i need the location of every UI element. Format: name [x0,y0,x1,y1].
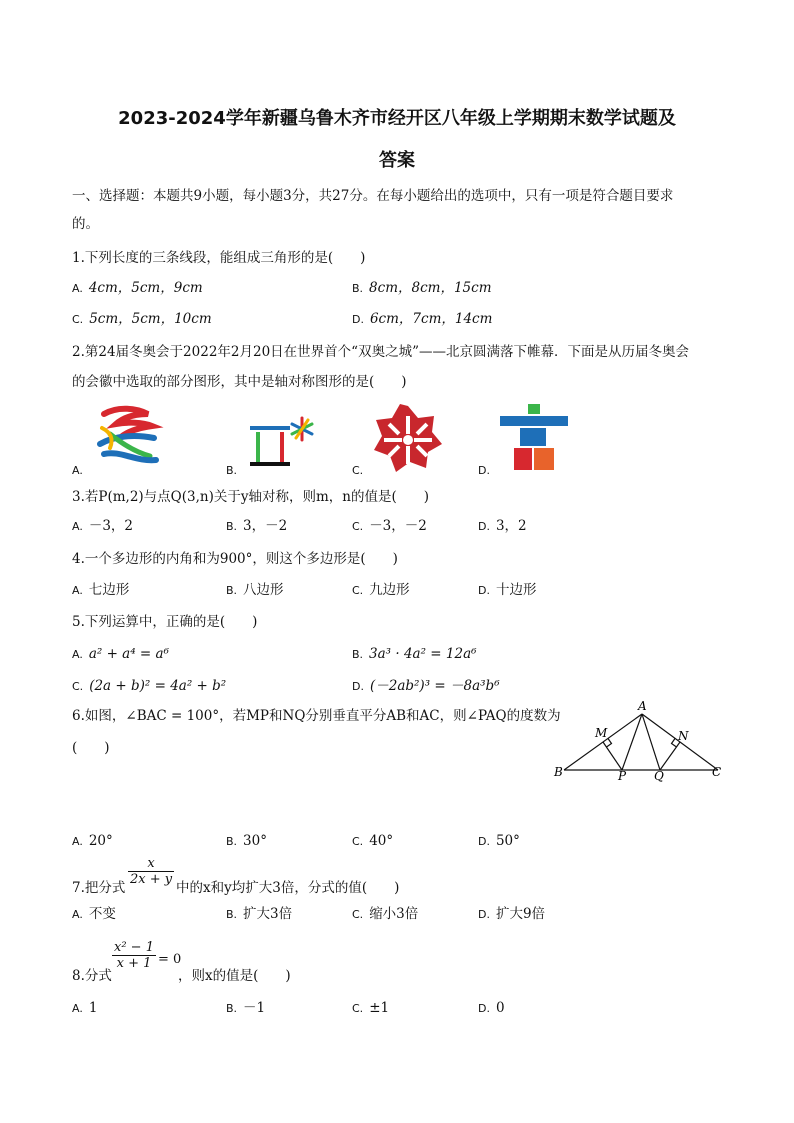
q4-option-b: B. 八边形 [226,582,284,598]
q7-fraction-numerator: x [128,856,174,872]
option-text: 扩大3倍 [243,906,293,922]
q8-fraction [112,940,156,971]
q1-option-a [72,278,203,299]
option-text: 30° [243,833,267,849]
q1-option-b [352,278,492,299]
option-text: 八边形 [243,582,284,598]
q7-option-a: A. 不变 [72,906,116,922]
q7-fraction [128,856,174,887]
option-text: 6cm，7cm，14cm [369,311,493,327]
option-text: 十边形 [495,582,537,598]
q7-option-d: D. 扩大9倍 [478,906,546,922]
option-text: 3a³ · 4a² = 12a⁶ [369,646,477,662]
q4-stem: 4.一个多边形的内角和为900°，则这个多边形是( ) [72,551,398,567]
label-n: N [678,729,689,743]
q8-fraction-numerator: x² − 1 [114,940,154,955]
q4-option-a: A. 七边形 [72,582,130,598]
option-text: (－2ab²)³ = －8a³b⁶ [369,678,500,694]
option-text: ±1 [369,1000,390,1016]
section-instruction: 一、选择题：本题共9小题，每小题3分，共27分。在每小题给出的选项中，只有一项是符合题目要求 [72,188,674,204]
q7-stem-after: 中的x和y均扩大3倍，分式的值( ) [176,880,400,896]
q5-stem: 5.下列运算中，正确的是( ) [72,614,258,630]
q1-option-c [72,309,212,330]
q8-option-d: D. 0 [478,1000,505,1016]
option-text: 20° [88,833,113,849]
option-text: 0 [495,1000,505,1016]
beijing-emblem-icon [90,404,164,472]
q2-stem: 2.第24届冬奥会于2022年2月20日在世界首个“双奥之城”——北京圆满落下帷幕．下面是从历届冬奥会 [72,344,689,360]
q6-stem-cont: ( ) [72,740,110,756]
q3-option-d: D. 3，2 [478,518,527,534]
q6-option-b: B. 30° [226,833,267,849]
snowflake-emblem-icon [372,404,444,474]
option-text: a² + a⁴ = a⁶ [88,646,169,662]
q6-option-a: A. 20° [72,833,113,849]
section-instruction-cont: 的。 [72,216,99,232]
label-p: P [618,769,627,782]
q3-option-b: B. 3，－2 [226,518,288,534]
label-a: A [638,700,647,713]
q1-option-d [352,309,492,330]
q6-stem: 6.如图，∠BAC = 100°，若MP和NQ分别垂直平分AB和AC，则∠PAQ的度数为 [72,708,561,724]
label-q: Q [654,769,664,782]
q8-option-c: C. ±1 [352,1000,390,1016]
q8-option-a: A. 1 [72,1000,98,1016]
option-label: D. [352,313,364,326]
option-text: 九边形 [369,582,410,598]
option-text: 3，－2 [243,518,288,534]
label-m: M [595,726,608,740]
option-text: －1 [243,1000,266,1016]
option-text: 4cm，5cm，9cm [88,280,203,296]
q7-option-c: C. 缩小3倍 [352,906,419,922]
q1-stem: 1.下列长度的三条线段，能组成三角形的是( ) [72,250,366,266]
inukshuk-emblem-icon [498,402,572,472]
exam-title-line2: 答案 [379,150,415,171]
option-text: (2a + b)² = 4a² + b² [89,678,227,694]
option-text: 40° [369,833,394,849]
q2-option-b-label: B. [226,464,238,477]
q8-equation-rhs: = 0 [158,952,182,967]
q2-stem-cont: 的会徽中选取的部分图形，其中是轴对称图形的是( ) [72,374,407,390]
option-text: 缩小3倍 [369,906,419,922]
option-text: 50° [495,833,520,849]
q5-option-d: D. (－2ab²)³ = －8a³b⁶ [352,678,500,694]
option-text: 3，2 [495,518,527,534]
q2-option-d-label: D. [478,464,490,477]
option-text: 七边形 [88,582,130,598]
pyeongchang-emblem-icon [246,414,318,470]
q5-option-b: B. 3a³ · 4a² = 12a⁶ [352,646,477,662]
option-text: 5cm，5cm，10cm [89,311,212,327]
option-text: 8cm，8cm，15cm [369,280,492,296]
q3-option-c: C. －3，－2 [352,518,427,534]
option-label: C. [72,313,84,326]
q7-fraction-denominator: 2x + y [130,872,173,887]
q2-option-a-label: A. [72,464,83,477]
option-label: B. [352,282,364,295]
q4-option-d: D. 十边形 [478,582,537,598]
label-c: C [712,765,722,779]
q8-fraction-denominator: x + 1 [116,956,152,971]
q8-stem-before: 8.分式 [72,968,112,984]
option-text: －3，－2 [369,518,427,534]
option-text: 1 [88,1000,98,1016]
q3-stem: 3.若P(m,2)与点Q(3,n)关于y轴对称，则m，n的值是( ) [72,489,430,505]
q6-triangle-figure [550,700,730,782]
q6-option-c: C. 40° [352,833,394,849]
q3-option-a: A. －3，2 [72,518,134,534]
q4-option-c: C. 九边形 [352,582,410,598]
q5-option-a: A. a² + a⁴ = a⁶ [72,646,169,662]
exam-title-line1: 2023-2024学年新疆乌鲁木齐市经开区八年级上学期期末数学试题及 [118,108,676,129]
q6-option-d: D. 50° [478,833,520,849]
q8-option-b: B. －1 [226,1000,266,1016]
option-text: 不变 [88,906,116,922]
q8-stem-after: ，则x的值是( ) [178,968,291,984]
q5-option-c: C. (2a + b)² = 4a² + b² [72,678,227,694]
label-b: B [554,765,563,779]
option-text: －3，2 [88,518,134,534]
q7-stem-before: 7.把分式 [72,880,126,896]
q2-option-c-label: C. [352,464,364,477]
option-text: 扩大9倍 [495,906,546,922]
q7-option-b: B. 扩大3倍 [226,906,293,922]
option-label: A. [72,282,83,295]
